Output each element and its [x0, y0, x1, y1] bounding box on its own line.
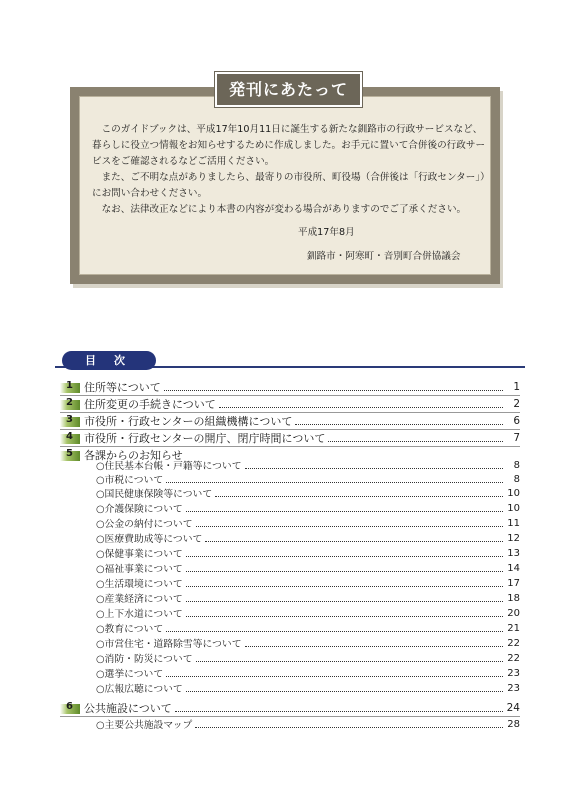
- toc-subentry[interactable]: [96, 458, 520, 472]
- toc-subentry-label: ○公金の納付について: [96, 519, 193, 530]
- toc-number-badge: 5: [60, 450, 84, 461]
- toc-subentry-label: ○生活環境について: [96, 579, 183, 590]
- toc-leader: [196, 526, 503, 527]
- toc-number-badge: 4: [60, 433, 84, 444]
- toc-leader: [186, 601, 503, 602]
- toc-entry-label: 市役所・行政センターの開庁、閉庁時間について: [84, 432, 326, 445]
- toc-page-number: 17: [507, 577, 520, 589]
- foreword-author: 釧路市・阿寒町・音別町合併協議会: [307, 251, 461, 262]
- toc-subentry[interactable]: [96, 717, 520, 731]
- foreword-paragraph: このガイドブックは、平成17年10月11日に誕生する新たな釧路市の行政サービスなど、暮らしに役立つ情報をお知らせするために作成しました。お手元に置いて合併後の行政サービスをご確認されるなどご活用ください。: [92, 124, 486, 167]
- toc-leader: [219, 407, 503, 408]
- toc-heading: 目次: [62, 351, 156, 370]
- toc-subentry-label: ○医療費助成等について: [96, 534, 203, 545]
- toc-entry-1[interactable]: [60, 379, 520, 395]
- toc-subentry-label: ○選挙について: [96, 669, 164, 680]
- foreword-paragraph: なお、法律改正などにより本書の内容が変わる場合がありますのでご了承ください。: [101, 204, 467, 215]
- toc-subentry-label: ○消防・防災について: [96, 654, 193, 665]
- toc-leader: [166, 631, 503, 632]
- toc-subentry[interactable]: [96, 681, 520, 695]
- toc-leader: [205, 541, 503, 542]
- toc-leader: [196, 661, 503, 662]
- toc-leader: [295, 424, 503, 425]
- toc-leader: [166, 482, 503, 483]
- toc-subentry[interactable]: [96, 576, 520, 590]
- toc-page-number: 8: [513, 473, 520, 485]
- toc-subentry-label: ○市税について: [96, 475, 164, 486]
- toc-leader: [186, 511, 503, 512]
- toc-page-number: 7: [513, 432, 520, 444]
- toc-subentry[interactable]: [96, 516, 520, 530]
- toc-page-number: 8: [513, 459, 520, 471]
- toc-page-number: 22: [507, 637, 520, 649]
- toc-leader: [328, 441, 503, 442]
- toc-subentry[interactable]: [96, 621, 520, 635]
- toc-subentry-label: ○上下水道について: [96, 609, 183, 620]
- toc-page-number: 14: [507, 562, 520, 574]
- toc-page-number: 18: [507, 592, 520, 604]
- toc-number-badge: 2: [60, 399, 84, 410]
- toc-page-number: 20: [507, 607, 520, 619]
- toc-subentry[interactable]: [96, 531, 520, 545]
- toc-leader: [186, 571, 503, 572]
- toc-page-number: 21: [507, 622, 520, 634]
- toc-entry-3[interactable]: [60, 413, 520, 429]
- toc-page-number: 10: [507, 502, 520, 514]
- toc-page-number: 12: [507, 532, 520, 544]
- toc-subentry[interactable]: [96, 546, 520, 560]
- toc-entry-6[interactable]: [60, 700, 520, 716]
- toc-page-number: 23: [507, 667, 520, 679]
- toc-number-badge: 6: [60, 703, 84, 714]
- toc-leader: [175, 711, 503, 712]
- toc-entry-label: 各課からのお知らせ: [84, 449, 183, 462]
- toc-page-number: 10: [507, 487, 520, 499]
- foreword-date: 平成17年8月: [298, 227, 355, 238]
- toc-entry-label: 公共施設について: [84, 702, 172, 715]
- toc-leader: [215, 496, 503, 497]
- toc-leader: [186, 586, 503, 587]
- toc-subentry-label: ○福祉事業について: [96, 564, 183, 575]
- toc-entry-label: 市役所・行政センターの組織機構について: [84, 415, 293, 428]
- toc-subentry[interactable]: [96, 501, 520, 515]
- toc-leader: [186, 616, 503, 617]
- toc-subentry-label: ○保健事業について: [96, 549, 183, 560]
- foreword-text: [92, 122, 490, 218]
- toc-page-number: 6: [513, 415, 520, 427]
- toc-entry-label: 住所等について: [84, 381, 161, 394]
- toc-subentry-label: ○産業経済について: [96, 594, 183, 605]
- foreword-title: 発刊にあたって: [215, 72, 362, 107]
- toc-subentry-label: ○教育について: [96, 624, 164, 635]
- toc-subentry-label: ○主要公共施設マップ: [96, 720, 193, 731]
- toc-number-badge: 1: [60, 382, 84, 393]
- toc-subentry[interactable]: [96, 651, 520, 665]
- toc-number-badge: 3: [60, 416, 84, 427]
- toc-page-number: 24: [506, 702, 520, 714]
- toc-subentry-label: ○国民健康保険等について: [96, 489, 213, 500]
- foreword-paragraph: また、ご不明な点がありましたら、最寄りの市役所、町役場（合併後は「行政センター」）にお問い合わせください。: [92, 172, 490, 199]
- toc-entry-4[interactable]: [60, 430, 520, 446]
- toc-leader: [166, 676, 503, 677]
- toc-leader: [186, 556, 503, 557]
- toc-leader: [245, 646, 503, 647]
- toc-subentry[interactable]: [96, 606, 520, 620]
- toc-page-number: 1: [513, 381, 520, 393]
- toc-subentry[interactable]: [96, 486, 520, 500]
- toc-subentry[interactable]: [96, 472, 520, 486]
- toc-page-number: 11: [507, 517, 520, 529]
- toc-leader: [164, 390, 503, 391]
- toc-page-number: 23: [507, 682, 520, 694]
- toc-page-number: 22: [507, 652, 520, 664]
- toc-subentry[interactable]: [96, 561, 520, 575]
- toc-entry-label: 住所変更の手続きについて: [84, 398, 216, 411]
- toc-leader: [195, 727, 503, 728]
- toc-subentry-label: ○広報広聴について: [96, 684, 183, 695]
- toc-page-number: 13: [507, 547, 520, 559]
- toc-subentry-label: ○介護保険について: [96, 504, 183, 515]
- toc-subentry-label: ○市営住宅・道路除雪等について: [96, 639, 242, 650]
- toc-subentry[interactable]: [96, 666, 520, 680]
- toc-page-number: 2: [513, 398, 520, 410]
- toc-subentry[interactable]: [96, 591, 520, 605]
- toc-leader: [186, 691, 503, 692]
- toc-leader: [245, 468, 503, 469]
- toc-entry-2[interactable]: [60, 396, 520, 412]
- toc-subentry-label: ○住民基本台帳・戸籍等について: [96, 461, 242, 472]
- toc-page-number: 28: [507, 718, 520, 730]
- toc-subentry[interactable]: [96, 636, 520, 650]
